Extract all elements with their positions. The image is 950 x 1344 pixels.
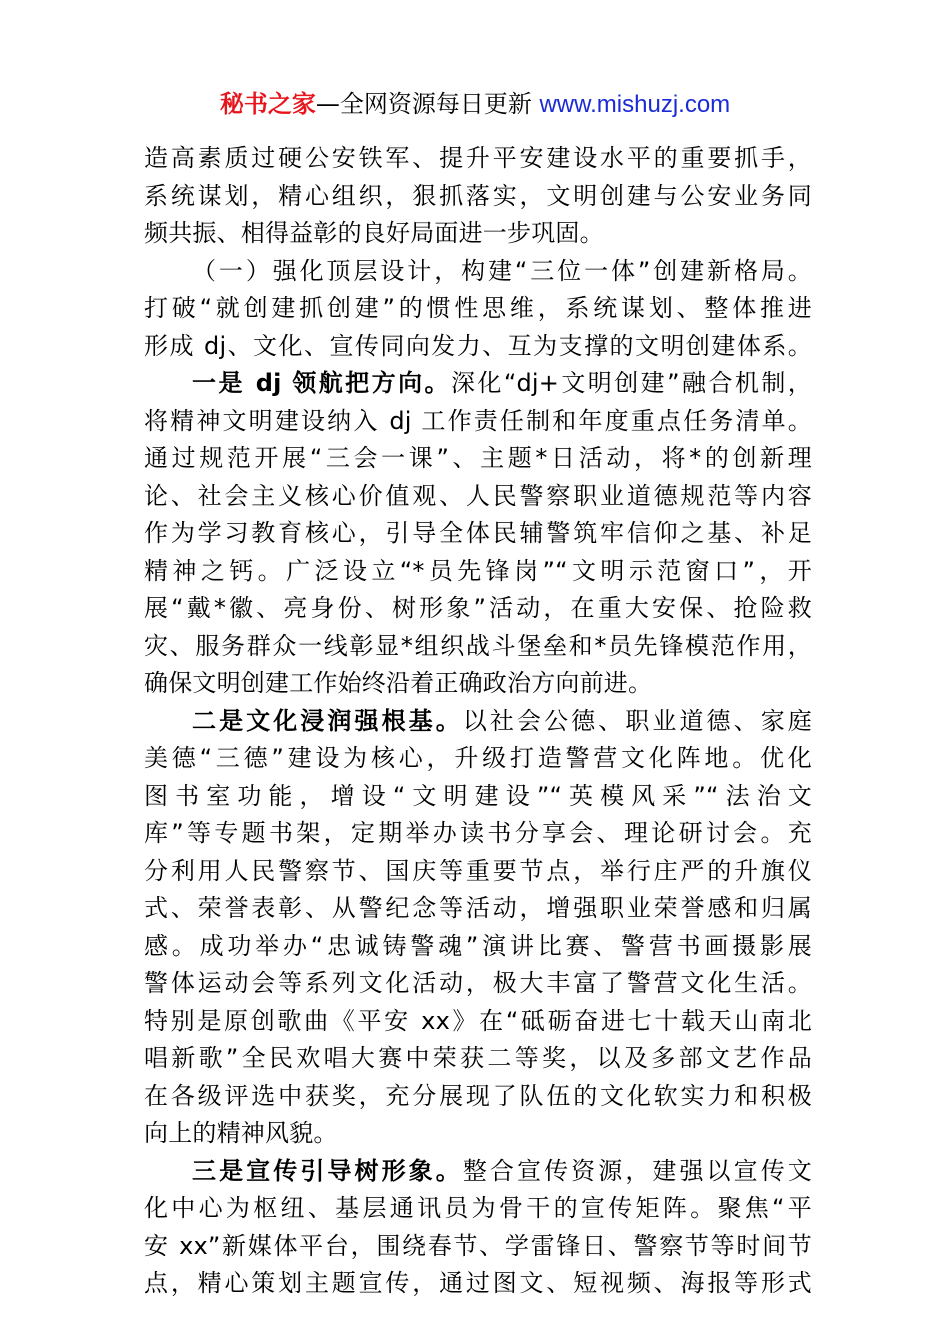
text-line [144,140,812,178]
document-body [144,140,812,1303]
text-line [144,1115,812,1153]
text-line [144,328,812,366]
line-text: 论、社会主义核心价值观、人民警察职业道德规范等内容 [144,481,812,510]
page-header [0,88,950,121]
line-text: 化中心为枢纽、基层通讯员为骨干的宣传矩阵。聚焦“平 [144,1194,812,1222]
brand-name: 秘书之家 [219,90,316,118]
text-line [144,1040,812,1078]
line-text: 库”等专题书架，定期举办读书分享会、理论研讨会。充 [144,819,812,847]
text-line [144,890,812,928]
line-text: 点，精心策划主题宣传，通过图文、短视频、海报等形式 [144,1269,812,1297]
text-line [144,290,812,328]
text-line [144,1190,812,1228]
text-line [144,703,812,741]
line-text: 形成 dj、文化、宣传同向发力、互为支撑的文明创建体系。 [144,331,812,360]
line-text: 安 xx”新媒体平台，围绕春节、学雷锋日、警察节等时间节 [144,1231,812,1260]
line-text: 通过规范开展“三会一课”、主题*日活动，将*的创新理 [144,444,812,472]
text-line [144,665,812,703]
line-text: 展“戴*徽、亮身份、树形象”活动，在重大安保、抢险救 [144,594,812,622]
line-text: 造高素质过硬公安铁军、提升平安建设水平的重要抓手， [144,144,812,172]
section-lead-heading: 一是 dj 领航把方向。 [192,369,451,397]
line-text: 精神之钙。广泛设立“*员先锋岗”“文明示范窗口”，开 [144,556,812,585]
text-line [144,590,812,628]
text-line [144,778,812,816]
line-text: 将精神文明建设纳入 dj 工作责任制和年度重点任务清单。 [144,406,812,435]
text-line [144,740,812,778]
line-text: 图书室功能，增设“文明建设”“英模风采”“法治文 [144,781,812,810]
text-line [144,1003,812,1041]
text-line [144,1228,812,1266]
text-line [144,440,812,478]
line-text: 系统谋划，精心组织，狠抓落实，文明创建与公安业务同 [144,181,812,210]
text-line [144,553,812,591]
text-line [144,853,812,891]
line-text: 警体运动会等系列文化活动，极大丰富了警营文化生活。 [144,969,812,997]
line-text: 确保文明创建工作始终沿着正确政治方向前进。 [144,669,653,697]
website-link[interactable]: www.mishuzj.com [539,91,731,118]
line-text: 特别是原创歌曲《平安 xx》在“砥砺奋进七十载天山南北 [144,1006,812,1035]
line-text: 美德“三德”建设为核心，升级打造警营文化阵地。优化 [144,744,812,772]
text-line [144,928,812,966]
line-text: 感。成功举办“忠诚铸警魂”演讲比赛、警营书画摄影展 [144,931,812,960]
header-tagline: —全网资源每日更新 [315,90,540,118]
text-line [144,628,812,666]
text-line [144,515,812,553]
line-text: （一）强化顶层设计，构建“三位一体”创建新格局。 [192,256,812,285]
line-text: 深化“dj+文明创建”融合机制， [450,369,812,397]
text-line [144,215,812,253]
text-line [144,1153,812,1191]
line-text: 式、荣誉表彰、从警纪念等活动，增强职业荣誉感和归属 [144,894,812,922]
text-line [144,253,812,291]
section-lead-heading: 二是文化浸润强根基。 [192,706,463,735]
text-line [144,1265,812,1303]
line-text: 分利用人民警察节、国庆等重要节点，举行庄严的升旗仪 [144,856,812,885]
line-text: 在各级评选中获奖，充分展现了队伍的文化软实力和积极 [144,1081,812,1110]
line-text: 灾、服务群众一线彰显*组织战斗堡垒和*员先锋模范作用， [144,631,812,660]
text-line [144,965,812,1003]
line-text: 向上的精神风貌。 [144,1119,338,1147]
text-line [144,478,812,516]
text-line [144,815,812,853]
line-text: 以社会公德、职业道德、家庭 [462,706,813,735]
text-line [144,365,812,403]
line-text: 频共振、相得益彰的良好局面进一步巩固。 [144,219,604,247]
line-text: 唱新歌”全民欢唱大赛中荣获二等奖，以及多部文艺作品 [144,1044,812,1072]
section-lead-heading: 三是宣传引导树形象。 [192,1156,463,1185]
text-line [144,178,812,216]
text-line [144,403,812,441]
line-text: 打破“就创建抓创建”的惯性思维，系统谋划、整体推进 [144,294,812,322]
line-text: 作为学习教育核心，引导全体民辅警筑牢信仰之基、补足 [144,519,812,547]
text-line [144,1078,812,1116]
line-text: 整合宣传资源，建强以宣传文 [462,1156,813,1185]
